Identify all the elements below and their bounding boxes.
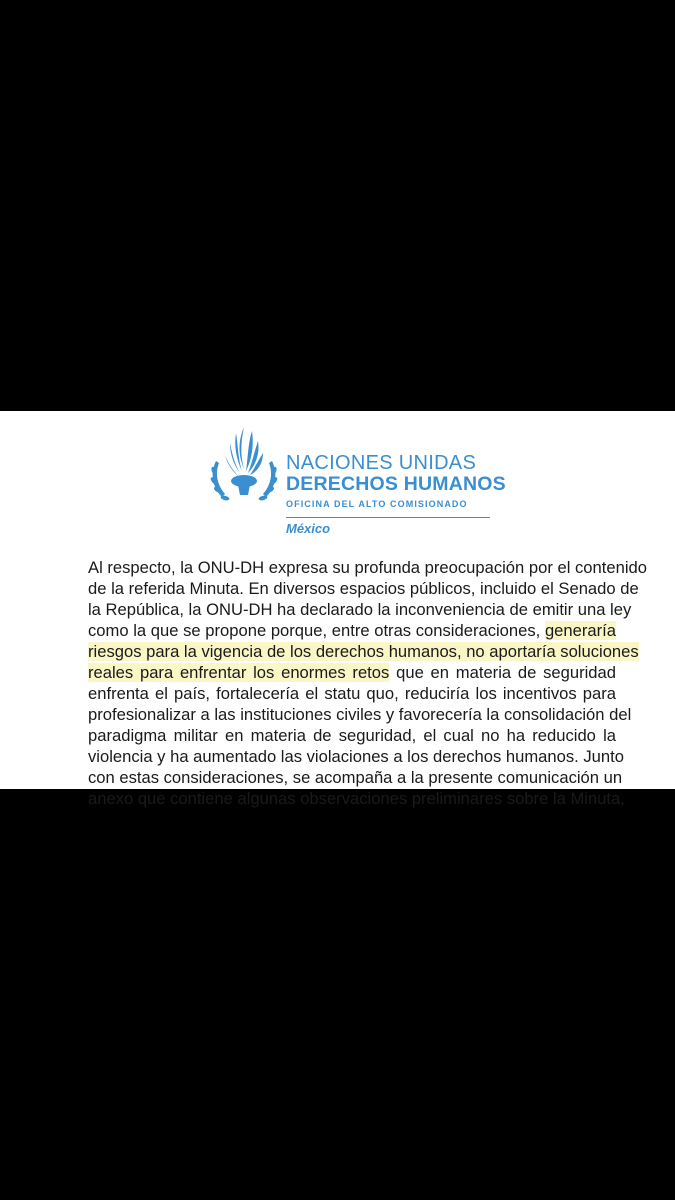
highlighted-text: generaría: [544, 621, 616, 640]
text-line: [88, 662, 616, 683]
org-name-line2: DERECHOS HUMANOS: [286, 473, 506, 495]
highlighted-text: reales para enfrentar los enormes retos: [88, 663, 390, 682]
text-segment: como la que se propone porque, entre otras consideraciones,: [88, 621, 541, 640]
letterhead: [208, 421, 506, 541]
text-segment: que en materia de seguridad: [396, 663, 616, 682]
org-name-line1: NACIONES UNIDAS: [286, 452, 477, 474]
text-line: con estas consideraciones, se acompaña a la presente comunicación un: [88, 768, 623, 787]
org-country: México: [286, 521, 331, 536]
org-office-line: OFICINA DEL ALTO COMISIONADO: [286, 499, 468, 509]
text-line: anexo que contiene algunas observaciones preliminares sobre la Minuta,: [88, 789, 625, 808]
text-line: la República, la ONU-DH ha declarado la inconveniencia de emitir una ley: [88, 600, 632, 619]
text-line: [88, 620, 616, 641]
text-line: enfrenta el país, fortalecería el statu quo, reduciría los incentivos para: [88, 684, 616, 703]
letterhead-divider: [286, 517, 490, 518]
document-page: [0, 411, 675, 808]
highlighted-text: riesgos para la vigencia de los derechos humanos, no aportaría soluciones: [88, 642, 639, 661]
un-human-rights-emblem-icon: [208, 421, 280, 511]
text-line: paradigma militar en materia de seguridad, el cual no ha reducido la: [88, 726, 616, 745]
text-line: profesionalizar a las instituciones civiles y favorecería la consolidación del: [88, 705, 632, 724]
body-paragraph: [88, 557, 647, 809]
text-line: Al respecto, la ONU-DH expresa su profunda preocupación por el contenido: [88, 558, 647, 577]
text-line: [88, 641, 639, 662]
text-line: violencia y ha aumentado las violaciones a los derechos humanos. Junto: [88, 747, 624, 766]
text-line: de la referida Minuta. En diversos espacios públicos, incluido el Senado de: [88, 579, 639, 598]
